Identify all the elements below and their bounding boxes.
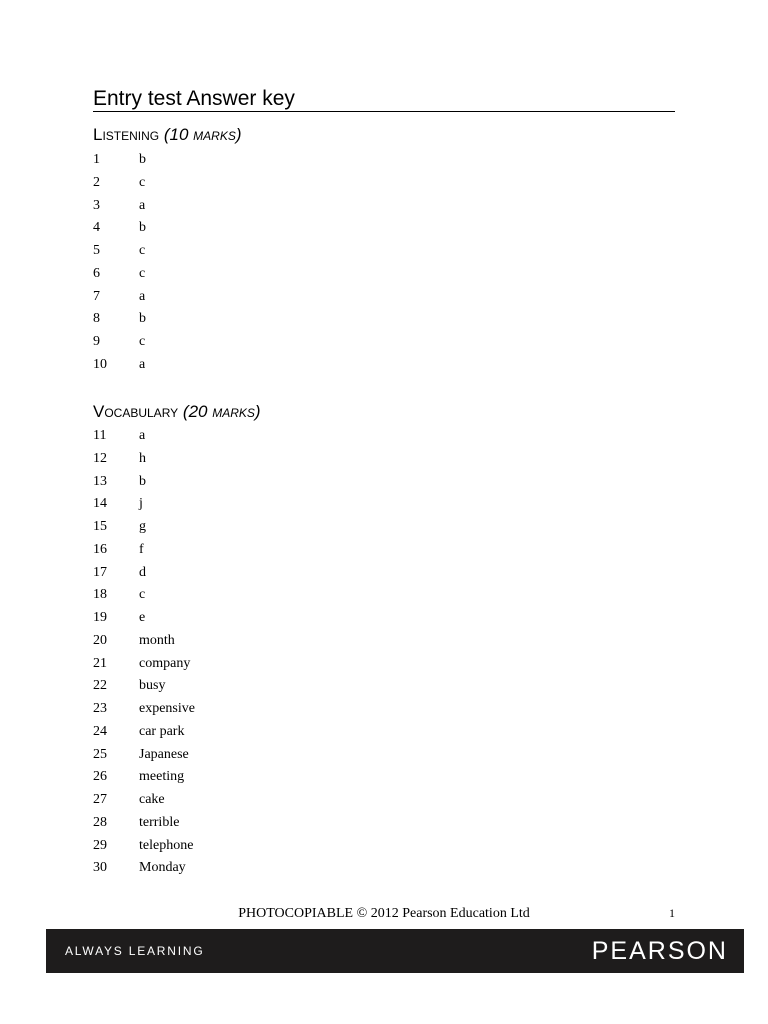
section-marks: (20 marks)	[182, 402, 261, 421]
answer-row	[93, 584, 195, 607]
answer-row	[93, 240, 146, 263]
answer-row	[93, 425, 195, 448]
question-number: 14	[93, 496, 107, 512]
answer-row	[93, 493, 195, 516]
question-number: 29	[93, 837, 107, 853]
answer-row	[93, 766, 195, 789]
question-number: 11	[93, 428, 107, 443]
question-number: 24	[93, 723, 107, 739]
answer-row	[93, 675, 195, 698]
section-title: Listening	[93, 125, 160, 144]
page-title: Entry test Answer key	[93, 86, 675, 112]
question-number: 12	[93, 450, 107, 466]
answer-value: b	[139, 311, 146, 327]
question-number: 21	[93, 655, 107, 671]
footer-bar	[46, 929, 744, 973]
answer-value: d	[139, 564, 146, 580]
section-title: Vocabulary	[93, 402, 179, 421]
question-number: 18	[93, 587, 107, 603]
answer-value: b	[139, 152, 146, 167]
answer-row	[93, 562, 195, 585]
answer-row	[93, 263, 146, 286]
section-marks: (10 marks)	[163, 125, 242, 144]
answer-row	[93, 471, 195, 494]
answer-value: b	[139, 220, 146, 236]
answer-value: car park	[139, 723, 185, 739]
answer-value: c	[139, 334, 146, 349]
question-number: 10	[93, 356, 107, 372]
answer-row	[93, 812, 195, 835]
section-heading-vocabulary	[93, 402, 261, 422]
answer-value: a	[139, 428, 146, 443]
answer-value: a	[139, 356, 146, 372]
answer-value: f	[139, 541, 144, 557]
answer-row	[93, 653, 195, 676]
question-number: 30	[93, 860, 107, 876]
answer-row	[93, 857, 195, 880]
question-number: 22	[93, 678, 107, 694]
question-number: 5	[93, 243, 100, 258]
answer-value: Japanese	[139, 746, 189, 762]
question-number: 6	[93, 265, 100, 281]
question-number: 19	[93, 610, 107, 625]
page-number: 1	[669, 906, 675, 920]
answer-row	[93, 172, 146, 195]
question-number: 20	[93, 632, 107, 648]
answer-value: c	[139, 243, 146, 258]
question-number: 3	[93, 197, 100, 213]
answer-value: Monday	[139, 860, 186, 876]
answer-row	[93, 195, 146, 218]
answer-row	[93, 217, 146, 240]
answer-row	[93, 721, 195, 744]
question-number: 23	[93, 701, 107, 716]
answer-value: month	[139, 632, 175, 648]
question-number: 7	[93, 288, 100, 304]
pearson-logo: PEARSON	[591, 937, 728, 965]
answer-row	[93, 744, 195, 767]
answer-row	[93, 835, 195, 858]
answer-value: h	[139, 450, 146, 466]
question-number: 4	[93, 220, 100, 236]
answer-row	[93, 308, 146, 331]
answer-value: c	[139, 587, 146, 603]
answer-value: g	[139, 519, 146, 534]
answer-value: b	[139, 473, 146, 489]
answer-value: expensive	[139, 701, 195, 716]
answer-row	[93, 789, 195, 812]
answer-row	[93, 286, 146, 309]
answer-value: cake	[139, 792, 165, 807]
section-heading-listening	[93, 125, 242, 145]
question-number: 13	[93, 473, 107, 489]
question-number: 2	[93, 174, 100, 190]
answer-value: c	[139, 174, 146, 190]
tagline: ALWAYS LEARNING	[65, 944, 205, 958]
answer-value: busy	[139, 678, 166, 694]
answer-value: company	[139, 655, 191, 671]
question-number: 16	[93, 541, 107, 557]
answer-value: a	[139, 288, 146, 304]
question-number: 9	[93, 334, 100, 349]
question-number: 15	[93, 519, 107, 534]
answer-value: terrible	[139, 814, 180, 830]
answer-value: a	[139, 197, 146, 213]
answer-value: e	[139, 610, 146, 625]
question-number: 26	[93, 769, 107, 785]
answer-row	[93, 448, 195, 471]
answer-list-listening	[93, 149, 146, 377]
answer-list-vocabulary	[93, 425, 195, 880]
answer-row	[93, 516, 195, 539]
copyright-notice: PHOTOCOPIABLE © 2012 Pearson Education Ltd	[238, 906, 530, 921]
answer-value: telephone	[139, 837, 194, 853]
answer-value: meeting	[139, 769, 185, 785]
question-number: 17	[93, 564, 107, 580]
question-number: 27	[93, 792, 107, 807]
answer-row	[93, 698, 195, 721]
answer-row	[93, 331, 146, 354]
question-number: 28	[93, 814, 107, 830]
question-number: 8	[93, 311, 100, 327]
answer-row	[93, 354, 146, 377]
answer-row	[93, 539, 195, 562]
answer-row	[93, 149, 146, 172]
answer-value: c	[139, 265, 146, 281]
answer-row	[93, 607, 195, 630]
answer-row	[93, 630, 195, 653]
question-number: 1	[93, 152, 100, 167]
question-number: 25	[93, 746, 107, 762]
answer-value: j	[139, 496, 143, 512]
